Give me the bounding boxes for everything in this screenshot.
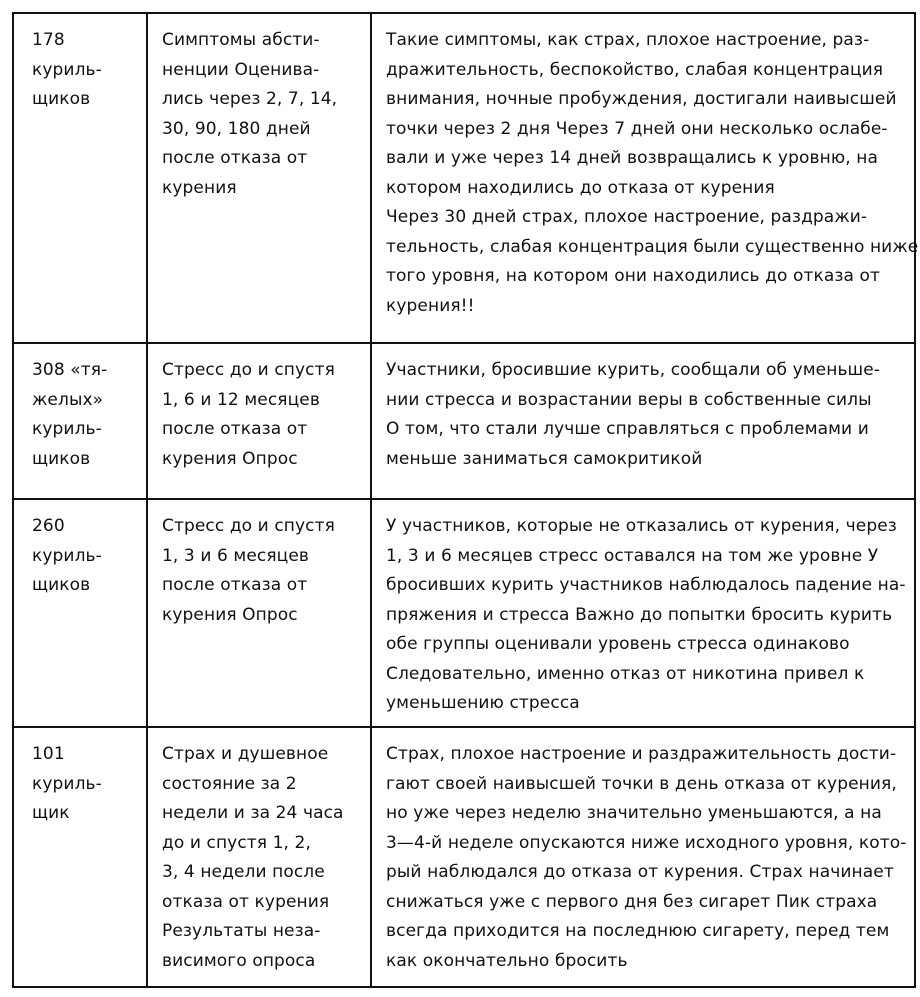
results-line: но уже через неделю значительно уменьшаются, а на: [386, 803, 882, 823]
group-cell: [14, 500, 146, 726]
group-line: щиков: [32, 575, 91, 595]
results-line: У участников, которые не отказались от курения, через: [386, 516, 897, 536]
group-line: щиков: [32, 448, 91, 469]
results-line: точки через 2 дня Через 7 дней они несколько ослабе-: [386, 118, 888, 139]
results-cell: [370, 14, 919, 342]
method-cell: [146, 500, 370, 726]
results-line: курения!!: [386, 295, 475, 316]
method-line: 1, 3 и 6 месяцев: [162, 545, 310, 566]
results-line: Через 30 дней страх, плохое настроение, раздражи-: [386, 207, 868, 227]
method-line: до и спустя 1, 2,: [162, 832, 311, 853]
results-line: как окончательно бросить: [386, 950, 628, 971]
results-line: уменьшению стресса: [386, 693, 580, 713]
results-line: Участники, бросившие курить, сообщали об уменьше-: [386, 360, 881, 380]
results-line: Такие симптомы, как страх, плохое настроение, раз-: [386, 30, 870, 50]
results-cell: [370, 500, 914, 726]
results-line: 1, 3 и 6 месяцев стресс оставался на том же уровне У: [386, 545, 879, 566]
results-line: обе группы оценивали уровень стресса одинаково: [386, 634, 850, 654]
study-table: [12, 12, 919, 988]
table-row: [14, 500, 914, 726]
method-line: недели и за 24 часа: [162, 803, 344, 823]
method-cell: [146, 344, 370, 498]
results-line: дражительность, беспокойство, слабая концентрация: [386, 59, 884, 80]
method-line: ненции Оценива-: [162, 59, 320, 80]
method-line: после отказа от: [162, 419, 308, 439]
method-line: состояние за 2: [162, 773, 297, 794]
results-line: бросивших курить участников наблюдалось падение на-: [386, 575, 906, 595]
results-line: всегда приходится на последнюю сигарету, перед тем: [386, 921, 890, 941]
results-line: пряжения и стресса Важно до попытки бросить курить: [386, 604, 893, 625]
results-line: тельность, слабая концентрация были существенно ниже: [386, 236, 919, 257]
results-line: снижаться уже с первого дня без сигарет Пик страха: [386, 891, 878, 912]
results-line: меньше заниматься самокритикой: [386, 448, 703, 469]
group-cell: [14, 344, 146, 498]
method-line: лись через 2, 7, 14,: [162, 89, 338, 109]
group-line: 178: [32, 30, 65, 50]
method-cell: [146, 728, 370, 986]
results-line: гают своей наивысшей точки в день отказа от курения,: [386, 773, 897, 794]
results-line: Следовательно, именно отказ от никотина привел к: [386, 663, 865, 684]
method-line: Стресс до и спустя: [162, 516, 335, 536]
method-line: 1, 6 и 12 месяцев: [162, 389, 320, 410]
method-line: после отказа от: [162, 148, 308, 168]
results-line: рый наблюдался до отказа от курения. Страх начинает: [386, 862, 894, 882]
method-line: курения Опрос: [162, 448, 298, 469]
method-cell: [146, 14, 370, 342]
method-line: 3, 4 недели после: [162, 862, 325, 882]
group-cell: [14, 14, 146, 342]
method-line: висимого опроса: [162, 950, 316, 971]
results-line: 3—4-й неделе опускаются ниже исходного уровня, кото-: [386, 832, 907, 853]
results-line: внимания, ночные пробуждения, достигали наивысшей: [386, 89, 897, 109]
group-line: куриль-: [32, 773, 102, 794]
results-cell: [370, 728, 914, 986]
results-line: вали и уже через 14 дней возвращались к уровню, на: [386, 148, 878, 168]
group-line: желых»: [32, 389, 104, 410]
method-line: 30, 90, 180 дней: [162, 118, 311, 139]
method-line: Стресс до и спустя: [162, 360, 335, 380]
group-line: куриль-: [32, 419, 102, 439]
results-line: нии стресса и возрастании веры в собственные силы: [386, 389, 872, 410]
results-line: Страх, плохое настроение и раздражительность дости-: [386, 744, 897, 764]
group-cell: [14, 728, 146, 986]
table-row: [14, 728, 914, 986]
group-line: щиков: [32, 89, 91, 109]
group-line: куриль-: [32, 545, 102, 566]
group-line: щик: [32, 803, 70, 823]
method-line: после отказа от: [162, 575, 308, 595]
table-row: [14, 344, 914, 498]
group-line: куриль-: [32, 59, 102, 80]
method-line: Страх и душевное: [162, 744, 329, 764]
results-line: котором находились до отказа от курения: [386, 177, 775, 198]
group-line: 101: [32, 744, 65, 764]
method-line: Симптомы абсти-: [162, 30, 320, 50]
results-line: О том, что стали лучше справляться с проблемами и: [386, 419, 869, 439]
group-line: 308 «тя-: [32, 360, 108, 380]
group-line: 260: [32, 516, 65, 536]
method-line: курения: [162, 177, 237, 198]
table-row: [14, 14, 919, 342]
method-line: отказа от курения: [162, 891, 330, 912]
method-line: Результаты неза-: [162, 921, 321, 941]
results-cell: [370, 344, 914, 498]
method-line: курения Опрос: [162, 604, 298, 625]
results-line: того уровня, на котором они находились до отказа от: [386, 266, 881, 286]
